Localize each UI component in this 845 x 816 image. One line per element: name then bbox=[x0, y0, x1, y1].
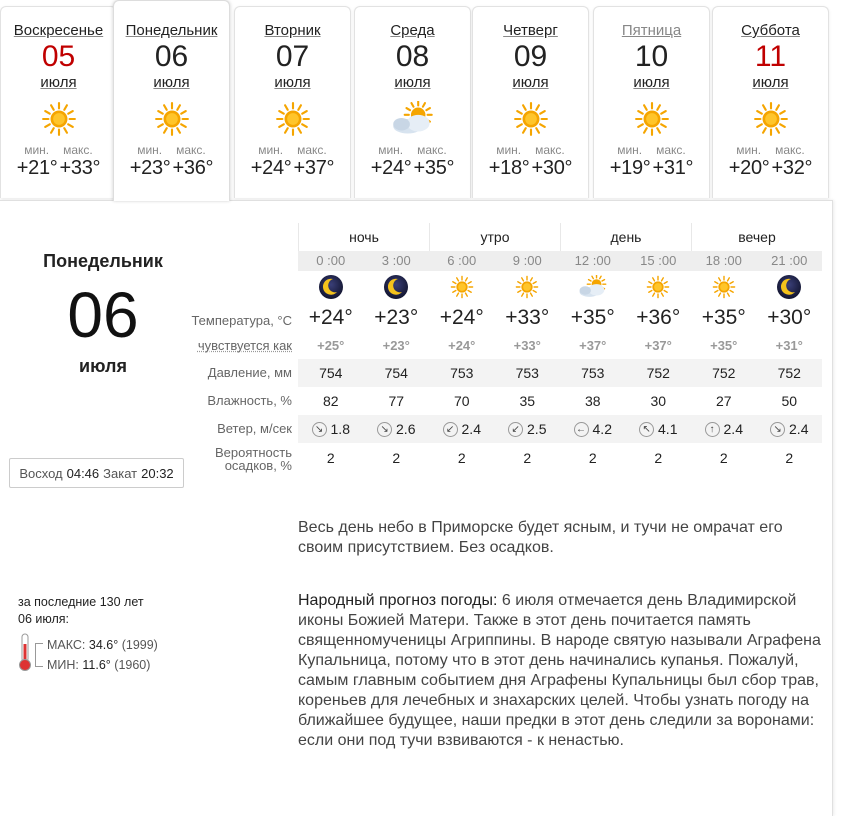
sunrise-sunset bbox=[9, 458, 184, 488]
day-tab-number: 09 bbox=[513, 40, 548, 73]
pressure-cell: 753 bbox=[495, 359, 561, 387]
pressure-cell: 752 bbox=[691, 359, 757, 387]
sunrise-label: Восход bbox=[19, 465, 63, 481]
max-label: макс. bbox=[775, 143, 805, 157]
sunset-label: Закат bbox=[103, 465, 138, 481]
wind-speed: 2.4 bbox=[723, 421, 743, 437]
sun-icon bbox=[691, 271, 757, 303]
max-label: макс. bbox=[176, 143, 206, 157]
day-min-temp: +24° bbox=[370, 157, 412, 179]
feels-cell: +37° bbox=[579, 338, 607, 353]
day-max-temp: +35° bbox=[413, 157, 455, 179]
wind-speed: 2.6 bbox=[396, 421, 416, 437]
wind-direction-icon: ↙ bbox=[443, 422, 458, 437]
day-tab-number: 06 bbox=[154, 40, 189, 73]
precip-prob-label: Вероятность осадков, % bbox=[215, 445, 292, 473]
period-1: утро bbox=[429, 223, 560, 251]
pressure-row bbox=[185, 359, 822, 387]
day-tab-11[interactable] bbox=[712, 6, 829, 198]
temp-cell: +36° bbox=[636, 306, 681, 329]
folk-forecast-text: 6 июля отмечается день Владимирской иконы Божией Матери. Также в этот день почитается память священномученицы Агриппины. В народе святую называли Аграфена Купальница, потому что в этот день начинались купанья. Пожалуй, самым главным событием дня Аграфены Купальницы был сбор трав, кореньев для лечебных и знахарских целей. Чтобы узнать погоду на ближайшее будущее, наши предки в этот день следили за воронами: если они под тучи взвиваются - к ненастью. bbox=[298, 592, 821, 749]
precip-prob-cell: 2 bbox=[785, 450, 794, 466]
humidity-cell: 38 bbox=[584, 393, 601, 409]
history-period: за последние 130 лет bbox=[18, 595, 144, 609]
min-label: мин. bbox=[378, 143, 404, 157]
feels-cell: +24° bbox=[448, 338, 476, 353]
time-cell: 18 :00 bbox=[691, 251, 757, 271]
temp-row bbox=[185, 303, 822, 333]
selected-month: июля bbox=[79, 356, 127, 376]
day-tab-08[interactable] bbox=[354, 6, 471, 198]
humidity-label: Влажность, % bbox=[207, 393, 292, 408]
time-cell: 6 :00 bbox=[429, 251, 495, 271]
day-min-temp: +21° bbox=[16, 157, 58, 179]
day-tab-05[interactable] bbox=[0, 6, 117, 198]
humidity-cell: 35 bbox=[519, 393, 536, 409]
day-tab-number: 10 bbox=[634, 40, 669, 73]
climate-history bbox=[18, 594, 218, 677]
day-tab-number: 08 bbox=[395, 40, 430, 73]
pressure-cell: 753 bbox=[429, 359, 495, 387]
wind-direction-icon: ↖ bbox=[639, 422, 654, 437]
day-max-temp: +33° bbox=[59, 157, 101, 179]
wind-cell bbox=[364, 415, 430, 443]
day-tab-month: июля bbox=[633, 74, 670, 91]
sun-icon bbox=[235, 97, 350, 141]
day-max-temp: +30° bbox=[531, 157, 573, 179]
precip-prob-cell: 2 bbox=[523, 450, 532, 466]
day-tabs bbox=[0, 0, 845, 200]
wind-speed: 4.1 bbox=[658, 421, 678, 437]
day-tab-number: 11 bbox=[754, 40, 787, 73]
wind-speed: 2.5 bbox=[527, 421, 547, 437]
wind-cell bbox=[691, 415, 757, 443]
precip-prob-cell: 2 bbox=[654, 450, 663, 466]
wind-speed: 2.4 bbox=[789, 421, 809, 437]
time-row bbox=[185, 251, 822, 271]
time-cell: 0 :00 bbox=[298, 251, 364, 271]
day-tab-10[interactable] bbox=[593, 6, 710, 198]
forecast-table bbox=[185, 223, 822, 475]
time-cell: 15 :00 bbox=[626, 251, 692, 271]
max-label: макс. bbox=[63, 143, 93, 157]
temp-cell: +35° bbox=[570, 306, 615, 329]
time-cell: 9 :00 bbox=[495, 251, 561, 271]
wind-direction-icon: ↙ bbox=[508, 422, 523, 437]
period-3: вечер bbox=[691, 223, 822, 251]
min-label: мин. bbox=[496, 143, 522, 157]
min-label: мин. bbox=[24, 143, 50, 157]
min-label: мин. bbox=[137, 143, 163, 157]
humidity-cell: 82 bbox=[322, 393, 339, 409]
day-tab-weekday[interactable]: Понедельник bbox=[125, 22, 218, 39]
precip-prob-cell: 2 bbox=[719, 450, 728, 466]
day-min-temp: +24° bbox=[250, 157, 292, 179]
feels-cell: +25° bbox=[317, 338, 345, 353]
humidity-cell: 30 bbox=[650, 393, 667, 409]
max-label: макс. bbox=[535, 143, 565, 157]
day-detail-panel bbox=[0, 200, 833, 816]
day-tab-month: июля bbox=[512, 74, 549, 91]
feels-label: чувствуется как bbox=[197, 338, 292, 353]
wind-cell bbox=[757, 415, 823, 443]
sunset-time: 20:32 bbox=[141, 465, 174, 481]
selected-weekday: Понедельник bbox=[43, 251, 163, 271]
day-tab-weekday[interactable]: Вторник bbox=[264, 22, 321, 39]
day-tab-07[interactable] bbox=[234, 6, 351, 198]
min-label: мин. bbox=[258, 143, 284, 157]
day-tab-month: июля bbox=[40, 74, 77, 91]
humidity-row bbox=[185, 387, 822, 415]
wind-cell bbox=[560, 415, 626, 443]
sun-icon bbox=[1, 97, 116, 141]
history-date: 06 июля: bbox=[18, 612, 69, 626]
sun-icon bbox=[429, 271, 495, 303]
history-max: МАКС: 34.6° (1999) bbox=[47, 637, 158, 652]
precip-prob-cell: 2 bbox=[326, 450, 335, 466]
period-row bbox=[185, 223, 822, 251]
wind-speed: 2.4 bbox=[461, 421, 481, 437]
wind-label: Ветер, м/сек bbox=[217, 421, 292, 436]
feels-cell: +35° bbox=[710, 338, 738, 353]
pressure-cell: 752 bbox=[626, 359, 692, 387]
feels-cell: +23° bbox=[382, 338, 410, 353]
day-tab-weekday[interactable]: Воскресенье bbox=[13, 22, 104, 39]
moon-icon bbox=[364, 271, 430, 303]
max-label: макс. bbox=[297, 143, 327, 157]
humidity-cell: 50 bbox=[781, 393, 798, 409]
temp-cell: +30° bbox=[767, 306, 812, 329]
day-tab-06[interactable] bbox=[113, 0, 230, 201]
time-cell: 12 :00 bbox=[560, 251, 626, 271]
day-max-temp: +31° bbox=[652, 157, 694, 179]
sun-icon bbox=[594, 97, 709, 141]
selected-day-number: 06 bbox=[67, 279, 139, 351]
folk-forecast bbox=[298, 591, 828, 751]
feels-cell: +33° bbox=[513, 338, 541, 353]
moon-icon bbox=[757, 271, 823, 303]
wind-direction-icon: ← bbox=[574, 422, 589, 437]
day-min-temp: +20° bbox=[728, 157, 770, 179]
pressure-label: Давление, мм bbox=[207, 365, 292, 380]
period-0: ночь bbox=[298, 223, 429, 251]
day-min-temp: +19° bbox=[609, 157, 651, 179]
day-description: Весь день небо в Приморске будет ясным, и тучи не омрачат его своим присутствием. Без осадков. bbox=[298, 519, 783, 556]
history-min: МИН: 11.6° (1960) bbox=[47, 657, 151, 672]
icon-row bbox=[185, 271, 822, 303]
day-max-temp: +32° bbox=[771, 157, 813, 179]
min-label: мин. bbox=[736, 143, 762, 157]
precip-prob-cell: 2 bbox=[392, 450, 401, 466]
temp-cell: +35° bbox=[701, 306, 746, 329]
day-tab-month: июля bbox=[394, 74, 431, 91]
day-min-temp: +18° bbox=[488, 157, 530, 179]
day-tab-month: июля bbox=[153, 74, 190, 91]
day-tab-weekday[interactable]: Среда bbox=[390, 22, 435, 39]
wind-cell bbox=[429, 415, 495, 443]
day-tab-month: июля bbox=[752, 74, 789, 91]
sun-icon bbox=[114, 97, 229, 141]
wind-direction-icon: ↘ bbox=[312, 422, 327, 437]
feels-row bbox=[185, 333, 822, 359]
wind-cell bbox=[298, 415, 364, 443]
pressure-cell: 752 bbox=[757, 359, 823, 387]
wind-row bbox=[185, 415, 822, 443]
sun-cloud-icon bbox=[355, 97, 470, 141]
sun-cloud-icon bbox=[560, 271, 626, 303]
folk-forecast-title: Народный прогноз погоды: bbox=[298, 592, 498, 609]
time-cell: 21 :00 bbox=[757, 251, 823, 271]
day-tab-weekday[interactable]: Пятница bbox=[621, 22, 682, 39]
moon-icon bbox=[298, 271, 364, 303]
day-tab-month: июля bbox=[274, 74, 311, 91]
pressure-cell: 753 bbox=[560, 359, 626, 387]
temp-cell: +23° bbox=[374, 306, 419, 329]
max-label: макс. bbox=[417, 143, 447, 157]
period-2: день bbox=[560, 223, 691, 251]
sun-icon bbox=[495, 271, 561, 303]
precip-prob-row bbox=[185, 443, 822, 475]
selected-day bbox=[18, 251, 188, 377]
time-cell: 3 :00 bbox=[364, 251, 430, 271]
day-max-temp: +37° bbox=[293, 157, 335, 179]
wind-direction-icon: ↘ bbox=[770, 422, 785, 437]
humidity-cell: 77 bbox=[388, 393, 405, 409]
pressure-cell: 754 bbox=[298, 359, 364, 387]
day-tab-number: 05 bbox=[41, 40, 76, 73]
temp-cell: +24° bbox=[439, 306, 484, 329]
wind-direction-icon: ↘ bbox=[377, 422, 392, 437]
day-max-temp: +36° bbox=[172, 157, 214, 179]
humidity-cell: 70 bbox=[453, 393, 470, 409]
max-label: макс. bbox=[656, 143, 686, 157]
sun-icon bbox=[473, 97, 588, 141]
min-label: мин. bbox=[617, 143, 643, 157]
pressure-cell: 754 bbox=[364, 359, 430, 387]
wind-cell bbox=[495, 415, 561, 443]
temp-cell: +24° bbox=[308, 306, 353, 329]
wind-speed: 1.8 bbox=[330, 421, 350, 437]
temp-cell: +33° bbox=[505, 306, 550, 329]
wind-speed: 4.2 bbox=[592, 421, 612, 437]
sunrise-time: 04:46 bbox=[66, 465, 100, 481]
day-tab-weekday[interactable]: Четверг bbox=[503, 22, 558, 39]
temp-label: Температура, °С bbox=[191, 313, 292, 328]
wind-direction-icon: ↑ bbox=[705, 422, 720, 437]
sun-icon bbox=[713, 97, 828, 141]
day-tab-number: 07 bbox=[275, 40, 310, 73]
precip-prob-cell: 2 bbox=[457, 450, 466, 466]
thermometer-icon bbox=[18, 632, 32, 677]
humidity-cell: 27 bbox=[715, 393, 732, 409]
day-tab-09[interactable] bbox=[472, 6, 589, 198]
sun-icon bbox=[626, 271, 692, 303]
feels-cell: +31° bbox=[775, 338, 803, 353]
day-tab-weekday[interactable]: Суббота bbox=[741, 22, 800, 39]
wind-cell bbox=[626, 415, 692, 443]
precip-prob-cell: 2 bbox=[588, 450, 597, 466]
day-min-temp: +23° bbox=[129, 157, 171, 179]
feels-cell: +37° bbox=[644, 338, 672, 353]
